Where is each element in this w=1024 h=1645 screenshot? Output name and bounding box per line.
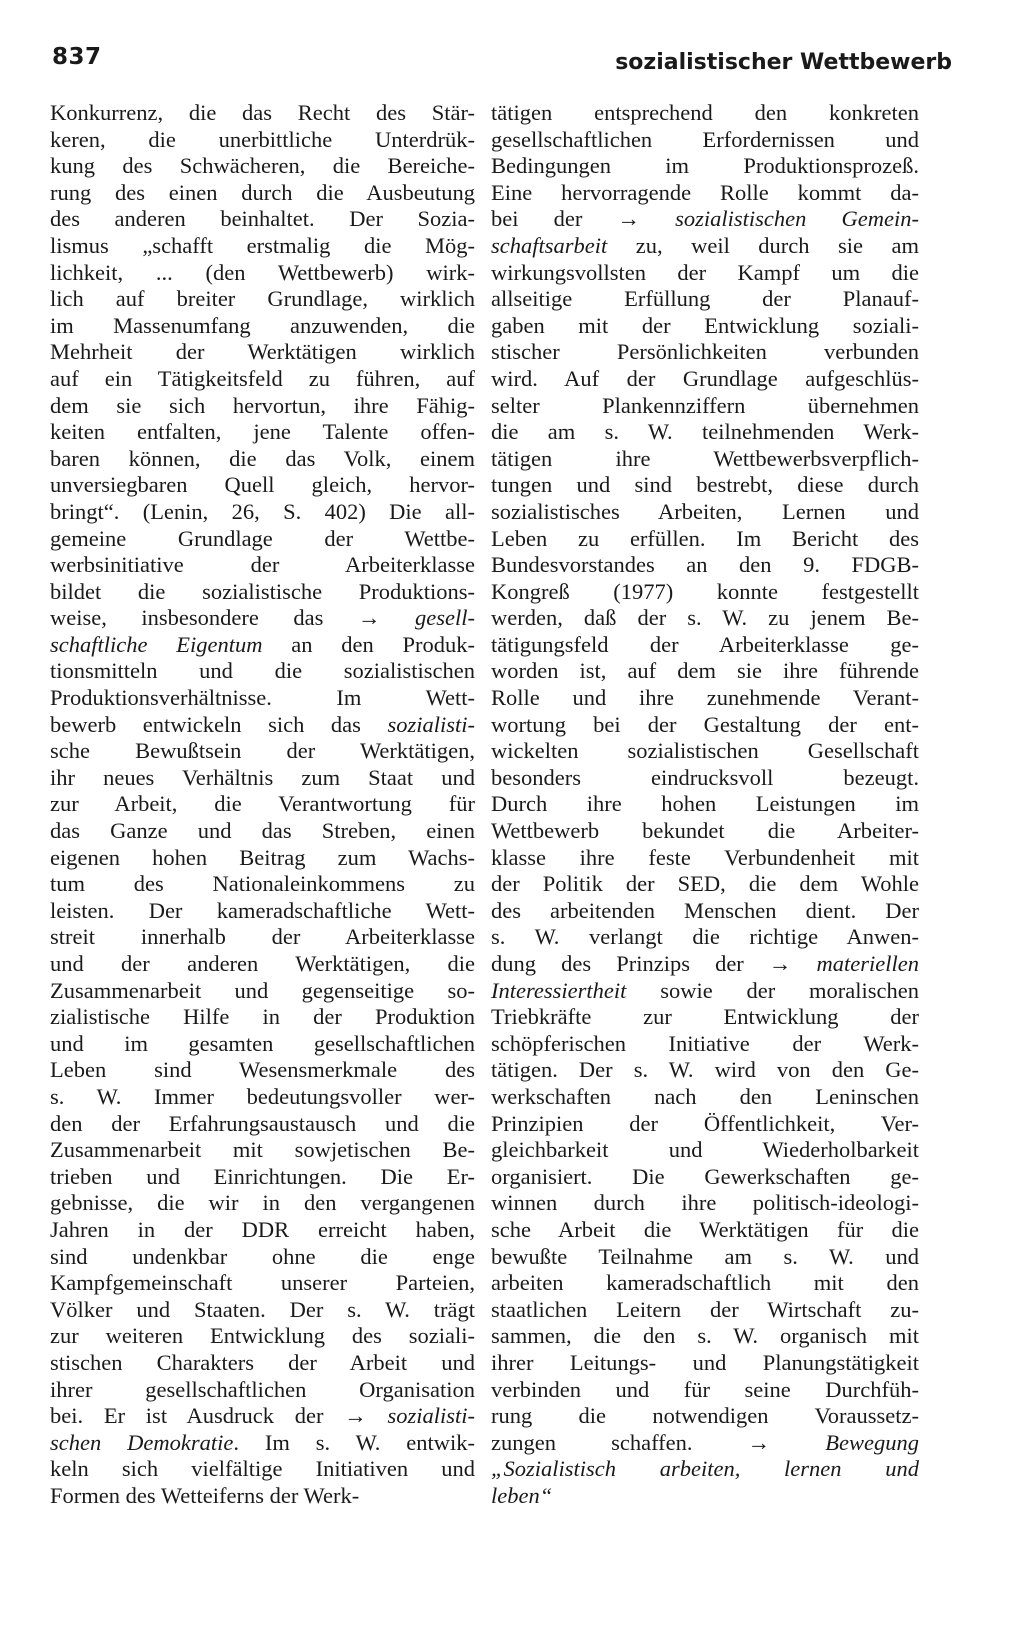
text-line: weise, insbesondere das → gesell- xyxy=(50,605,475,631)
cross-reference: schaftliche Eigentum xyxy=(50,631,263,657)
text-line: stischen Charakters der Arbeit und xyxy=(50,1349,475,1375)
text-line: werbsinitiative der Arbeiterklasse xyxy=(50,552,475,578)
text-line: leisten. Der kameradschaftliche Wett- xyxy=(50,897,475,923)
cross-reference: schaftsarbeit xyxy=(491,232,608,258)
cross-reference: Interessiertheit xyxy=(491,977,627,1003)
text-line: lismus „schafft erstmalig die Mög- xyxy=(50,232,475,258)
text-line: Durch ihre hohen Leistungen im xyxy=(491,791,919,817)
text-line: sche Arbeit die Werktätigen für die xyxy=(491,1216,919,1242)
text-line: besonders eindrucksvoll bezeugt. xyxy=(491,764,919,790)
text-line: sammen, die den s. W. organisch mit xyxy=(491,1323,919,1349)
text-line: streit innerhalb der Arbeiterklasse xyxy=(50,924,475,950)
text-line: Zusammenarbeit mit sowjetischen Be- xyxy=(50,1137,475,1163)
text-line: Bundesvorstandes an den 9. FDGB- xyxy=(491,552,919,578)
text-line: keiten entfalten, jene Talente offen- xyxy=(50,419,475,445)
text-line: keren, die unerbittliche Unterdrük- xyxy=(50,126,475,152)
text-line: klasse ihre feste Verbundenheit mit xyxy=(491,844,919,870)
text-line: worden ist, auf dem sie ihre führende xyxy=(491,658,919,684)
text-line: s. W. Immer bedeutungsvoller wer- xyxy=(50,1083,475,1109)
text-line: bewußte Teilnahme am s. W. und xyxy=(491,1243,919,1269)
left-column xyxy=(50,100,475,1509)
running-head: sozialistischer Wettbewerb xyxy=(615,50,952,75)
cross-reference: gesell- xyxy=(415,605,475,631)
text-line: tätigen ihre Wettbewerbsverpflich- xyxy=(491,445,919,471)
text-line: eigenen hohen Beitrag zum Wachs- xyxy=(50,844,475,870)
cross-reference: sozialisti- xyxy=(387,711,475,737)
text-line: die am s. W. teilnehmenden Werk- xyxy=(491,419,919,445)
text-line: zungen schaffen. → Bewegung xyxy=(491,1429,919,1455)
text-line: Jahren in der DDR erreicht haben, xyxy=(50,1216,475,1242)
text-line: gleichbarkeit und Wiederholbarkeit xyxy=(491,1137,919,1163)
text-line: rung des einen durch die Ausbeutung xyxy=(50,179,475,205)
text-line: zur weiteren Entwicklung des soziali- xyxy=(50,1323,475,1349)
text-line: werden, daß der s. W. zu jenem Be- xyxy=(491,605,919,631)
text-line: Kongreß (1977) konnte festgestellt xyxy=(491,578,919,604)
text-line: Mehrheit der Werktätigen wirklich xyxy=(50,339,475,365)
text-line: Eine hervorragende Rolle kommt da- xyxy=(491,179,919,205)
text-line: gaben mit der Entwicklung soziali- xyxy=(491,312,919,338)
text-line: des anderen beinhaltet. Der Sozia- xyxy=(50,206,475,232)
text-line: im Massenumfang anzuwenden, die xyxy=(50,312,475,338)
text-line: unversiegbaren Quell gleich, hervor- xyxy=(50,472,475,498)
text-line: und der anderen Werktätigen, die xyxy=(50,951,475,976)
text-line: tum des Nationaleinkommens zu xyxy=(50,871,475,897)
text-line: Leben zu erfüllen. Im Bericht des xyxy=(491,525,919,551)
text-line: lichkeit, ... (den Wettbewerb) wirk- xyxy=(50,259,475,285)
text-line: tätigungsfeld der Arbeiterklasse ge- xyxy=(491,631,919,657)
text-line: allseitige Erfüllung der Planauf- xyxy=(491,286,919,312)
text-line: trieben und Einrichtungen. Die Er- xyxy=(50,1163,475,1189)
text-line: tungen und sind bestrebt, diese durch xyxy=(491,472,919,498)
text-line: bildet die sozialistische Produktions- xyxy=(50,578,475,604)
text-line xyxy=(491,1483,919,1510)
cross-reference: Bewegung xyxy=(825,1429,919,1455)
text-line: auf ein Tätigkeitsfeld zu führen, auf xyxy=(50,365,475,391)
text-line: keln sich vielfältige Initiativen und xyxy=(50,1456,475,1482)
text-line: schaftliche Eigentum an den Produk- xyxy=(50,631,475,657)
text-line: Zusammenarbeit und gegenseitige so- xyxy=(50,977,475,1003)
text-line: Kampfgemeinschaft unserer Parteien, xyxy=(50,1270,475,1296)
text-line: Formen des Wetteiferns der Werk- xyxy=(50,1482,360,1508)
right-column xyxy=(491,100,919,1509)
text-line: sozialistisches Arbeiten, Lernen und xyxy=(491,498,919,524)
text-line: tätigen entsprechend den konkreten xyxy=(491,100,919,125)
text-line: baren können, die das Volk, einem xyxy=(50,445,475,471)
text-line: wickelten sozialistischen Gesellschaft xyxy=(491,738,919,764)
text-line: Prinzipien der Öffentlichkeit, Ver- xyxy=(491,1110,919,1136)
text-line: stischer Persönlichkeiten verbunden xyxy=(491,339,919,365)
text-line: Wettbewerb bekundet die Arbeiter- xyxy=(491,818,919,844)
text-line: Rolle und ihre zunehmende Verant- xyxy=(491,685,919,711)
text-line: schen Demokratie. Im s. W. entwik- xyxy=(50,1429,476,1455)
text-line: werkschaften nach den Leninschen xyxy=(491,1083,919,1109)
text-line: lich auf breiter Grundlage, wirklich xyxy=(50,286,475,312)
text-line: Völker und Staaten. Der s. W. trägt xyxy=(50,1296,475,1322)
text-line: schaftsarbeit zu, weil durch sie am xyxy=(491,232,919,258)
text-line: zur Arbeit, die Verantwortung für xyxy=(50,791,475,817)
text-line: der Politik der SED, die dem Wohle xyxy=(491,871,919,897)
text-line: dem sie sich hervortun, ihre Fähig- xyxy=(50,392,475,418)
text-line: ihr neues Verhältnis zum Staat und xyxy=(50,764,475,790)
cross-reference: sozialistischen Gemein- xyxy=(675,206,919,232)
text-line: winnen durch ihre politisch-ideologi- xyxy=(491,1190,919,1216)
text-line: organisiert. Die Gewerkschaften ge- xyxy=(491,1163,919,1189)
text-line: ihrer Leitungs- und Planungstätigkeit xyxy=(491,1349,919,1375)
text-line: bei. Er ist Ausdruck der → sozialisti- xyxy=(50,1403,475,1429)
text-line: bei der → sozialistischen Gemein- xyxy=(491,206,919,232)
text-line: Triebkräfte zur Entwicklung der xyxy=(491,1004,919,1030)
text-line: den der Erfahrungsaustausch und die xyxy=(50,1110,475,1136)
text-line xyxy=(491,1456,919,1483)
text-line: kung des Schwächeren, die Bereiche- xyxy=(50,153,475,179)
text-line: gebnisse, die wir in den vergangenen xyxy=(50,1190,475,1216)
cross-reference: sozialisti- xyxy=(387,1403,475,1429)
text-line: tätigen. Der s. W. wird von den Ge- xyxy=(491,1057,919,1083)
text-line: dung des Prinzips der → materiellen xyxy=(491,951,919,976)
text-line: zialistische Hilfe in der Produktion xyxy=(50,1004,475,1030)
text-line: sche Bewußtsein der Werktätigen, xyxy=(50,738,475,764)
text-line: des arbeitenden Menschen dient. Der xyxy=(491,897,919,923)
text-line: verbinden und für seine Durchfüh- xyxy=(491,1376,919,1402)
text-line: schöpferischen Initiative der Werk- xyxy=(491,1030,919,1056)
text-line: rung die notwendigen Voraussetz- xyxy=(491,1403,919,1429)
text-line: Interessiertheit sowie der moralischen xyxy=(491,977,919,1003)
cross-reference: „Sozialistisch arbeiten, lernen und xyxy=(491,1456,919,1482)
cross-reference: leben“ xyxy=(491,1482,553,1508)
text-line: s. W. verlangt die richtige Anwen- xyxy=(491,924,919,950)
text-line: staatlichen Leitern der Wirtschaft zu- xyxy=(491,1296,919,1322)
text-line: Produktionsverhältnisse. Im Wett- xyxy=(50,685,475,711)
text-line: das Ganze und das Streben, einen xyxy=(50,818,475,844)
text-line: gemeine Grundlage der Wettbe- xyxy=(50,525,475,551)
cross-reference: materiellen xyxy=(816,951,919,976)
text-line: sind undenkbar ohne die enge xyxy=(50,1243,475,1269)
text-line: arbeiten kameradschaftlich mit den xyxy=(491,1270,919,1296)
text-line: ihrer gesellschaftlichen Organisation xyxy=(50,1376,475,1402)
text-line: Bedingungen im Produktionsprozeß. xyxy=(491,153,919,179)
text-line: und im gesamten gesellschaftlichen xyxy=(50,1030,475,1056)
text-line: wirkungsvollsten der Kampf um die xyxy=(491,259,919,285)
text-line: bringt“. (Lenin, 26, S. 402) Die all- xyxy=(50,498,475,524)
text-line: wortung bei der Gestaltung der ent- xyxy=(491,711,919,737)
text-line: Konkurrenz, die das Recht des Stär- xyxy=(50,100,475,125)
text-line: tionsmitteln und die sozialistischen xyxy=(50,658,475,684)
text-line: bewerb entwickeln sich das sozialisti- xyxy=(50,711,475,737)
page-number: 837 xyxy=(52,44,102,70)
text-line: Leben sind Wesensmerkmale des xyxy=(50,1057,475,1083)
cross-reference: schen Demokratie xyxy=(50,1429,234,1455)
text-line: selter Plankennziffern übernehmen xyxy=(491,392,919,418)
text-line: wird. Auf der Grundlage aufgeschlüs- xyxy=(491,365,919,391)
text-line: gesellschaftlichen Erfordernissen und xyxy=(491,126,919,152)
